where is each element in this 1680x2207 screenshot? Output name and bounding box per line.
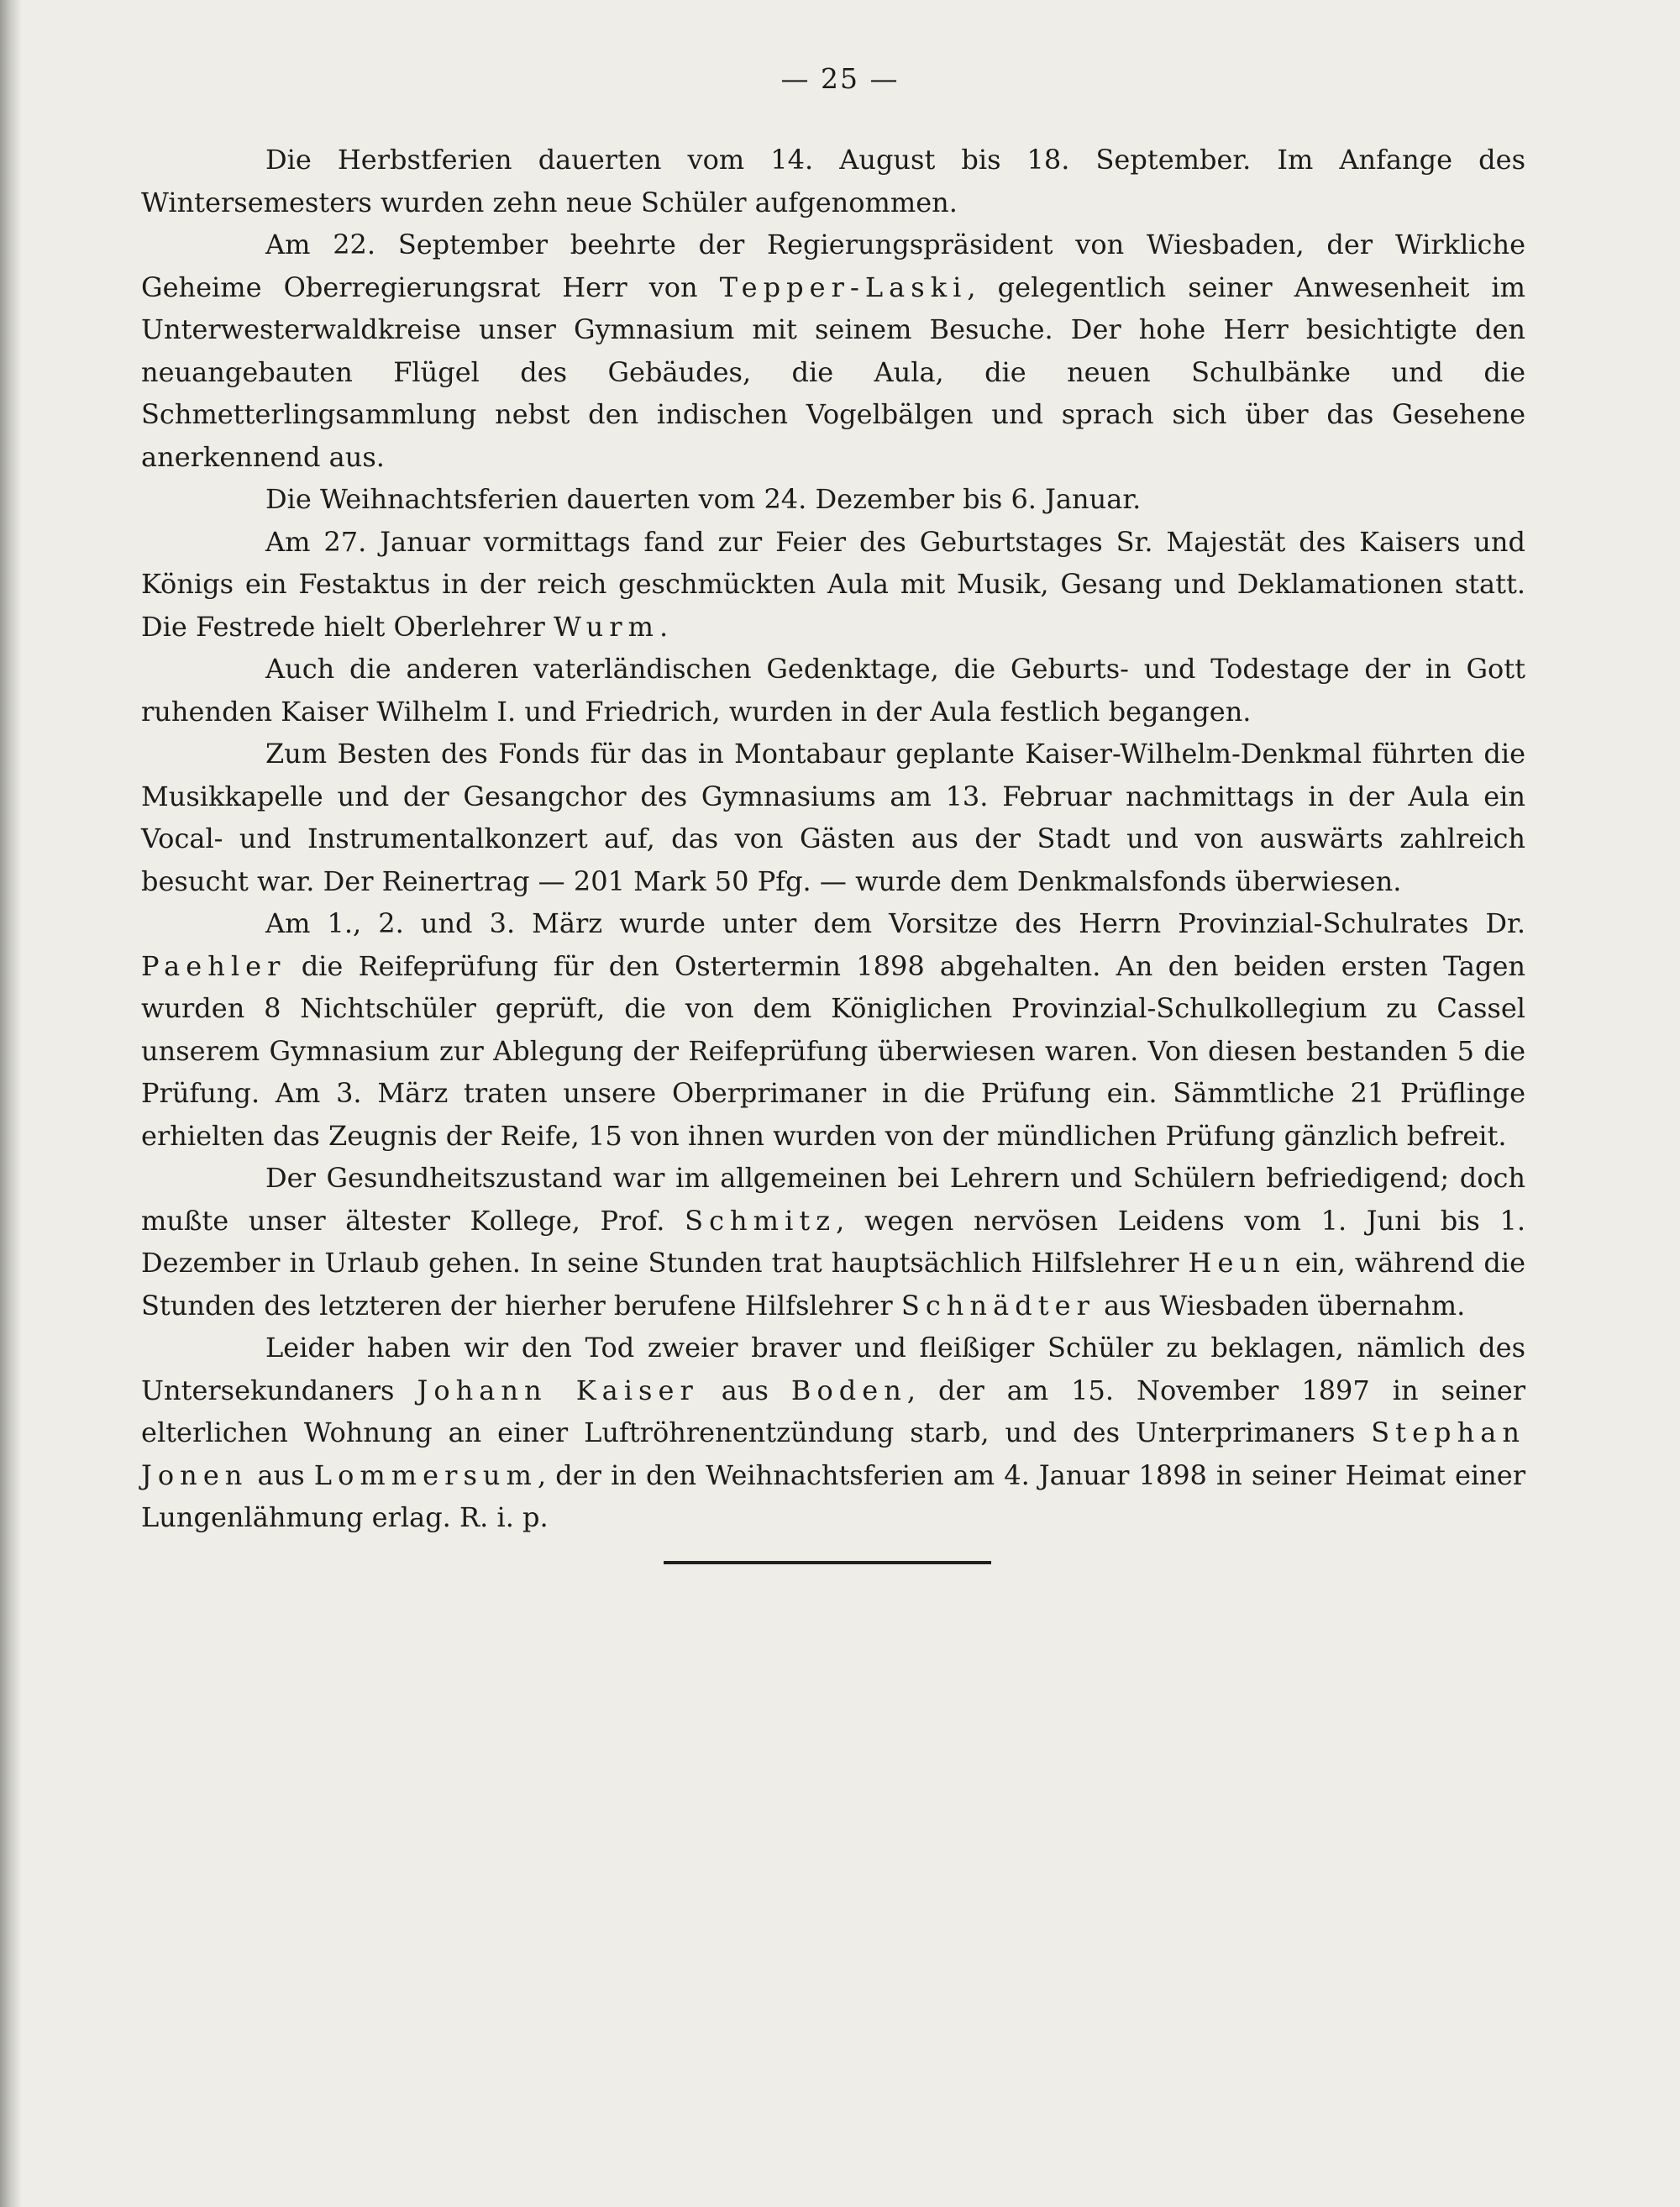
spaced-name: Paehler <box>141 949 286 982</box>
spaced-name: Heun <box>1188 1247 1286 1279</box>
text-run: die Reifeprüfung für den Ostertermin 1898 abgehalten. An den beiden ersten Tagen wurden 8 Nichtschüler geprüft, die von dem Königlichen Provinzial-Schulkollegium zu Cassel unserem Gymnasium zur Ablegung der Reifeprüfung überwiesen waren. Von diesen bestanden 5 die Prüfung. Am 3. März traten unsere Oberprimaner in die Prüfung ein. Sämmtliche 21 Prüflinge erhielten das Zeugnis der Reife, 15 von ihnen wurden von der mündlichen Prüfung gänzlich befreit. <box>141 949 1525 1152</box>
spaced-name: Boden <box>790 1374 907 1406</box>
spaced-name: Tepper-Laski <box>719 271 968 303</box>
text-run: Die Weihnachtsferien dauerten vom 24. Dezember bis 6. Januar. <box>265 483 1142 515</box>
body-text <box>141 139 1525 1539</box>
paragraph <box>141 1327 1525 1539</box>
spaced-name: Stephan Jonen <box>141 1416 1525 1491</box>
text-run: aus Wiesbaden übernahm. <box>1095 1289 1466 1322</box>
text-run: , wegen nervösen Leidens vom 1. Juni bis 1. Dezember in Urlaub gehen. In seine Stunden trat hauptsächlich Hilfslehrer <box>141 1204 1525 1279</box>
paragraph <box>141 902 1525 1157</box>
text-run: , der in den Weihnachtsferien am 4. Januar 1898 in seiner Heimat einer Lungenlähmung erlag. R. i. p. <box>141 1458 1526 1533</box>
text-run: ein, während die Stunden des letzteren der hierher berufene Hilfslehrer <box>141 1247 1526 1322</box>
text-run: aus <box>698 1374 791 1406</box>
spaced-name: Schmitz <box>685 1204 837 1237</box>
text-run: Am 1., 2. und 3. März wurde unter dem Vorsitze des Herrn Provinzial-Schulrates Dr. <box>265 907 1525 939</box>
paragraph <box>141 521 1525 649</box>
text-run: . <box>659 610 669 643</box>
paragraph <box>141 733 1525 902</box>
text-run: Leider haben wir den Tod zweier braver und fleißiger Schüler zu beklagen, nämlich des Untersekundaners <box>141 1332 1525 1406</box>
paragraph <box>141 1157 1525 1327</box>
paragraph <box>141 139 1525 223</box>
page-number: — 25 — <box>780 62 900 95</box>
paragraph <box>141 223 1525 478</box>
paragraph <box>141 648 1525 733</box>
text-run: aus <box>248 1458 314 1491</box>
text-run: Am 22. September beehrte der Regierungspräsident von Wiesbaden, der Wirkliche Geheime Oberregierungsrat Herr von <box>141 229 1525 303</box>
spaced-name: Wurm <box>553 610 659 643</box>
text-run: , der am 15. November 1897 in seiner elterlichen Wohnung an einer Luftröhrenentzündung starb, und des Unterprimaners <box>141 1374 1526 1448</box>
spaced-name: Johann Kaiser <box>417 1374 699 1406</box>
text-run: Auch die anderen vaterländischen Gedenktage, die Geburts- und Todestage der in Gott ruhenden Kaiser Wilhelm I. und Friedrich, wurden in der Aula festlich begangen. <box>141 653 1525 728</box>
text-run: Am 27. Januar vormittags fand zur Feier des Geburtstages Sr. Majestät des Kaisers und Königs ein Festaktus in der reich geschmückten Aula mit Musik, Gesang und Deklamationen statt. Die Festrede hielt Oberlehrer <box>141 525 1525 643</box>
end-rule <box>664 1561 991 1564</box>
text-run: Der Gesundheitszustand war im allgemeinen bei Lehrern und Schülern befriedigend; doch mußte unser ältester Kollege, Prof. <box>141 1162 1525 1237</box>
paragraph <box>141 478 1525 521</box>
text-run: Die Herbstferien dauerten vom 14. August bis 18. September. Im Anfange des Wintersemesters wurden zehn neue Schüler aufgenommen. <box>141 144 1525 218</box>
text-run: Zum Besten des Fonds für das in Montabaur geplante Kaiser-Wilhelm-Denkmal führten die Musikkapelle und der Gesangchor des Gymnasiums am 13. Februar nachmittags in der Aula ein Vocal- und Instrumentalkonzert auf, das von Gästen aus der Stadt und von auswärts zahlreich besucht war. Der Reinertrag — 201 Mark 50 Pfg. — wurde dem Denkmalsfonds überwiesen. <box>141 738 1525 897</box>
page-binding-edge <box>0 0 22 2207</box>
text-run: , gelegentlich seiner Anwesenheit im Unterwesterwaldkreise unser Gymnasium mit seinem Besuche. Der hohe Herr besichtigte den neuangebauten Flügel des Gebäudes, die Aula, die neuen Schulbänke und die Schmetterlingsammlung nebst den indischen Vogelbälgen und sprach sich über das Gesehene anerkennend aus. <box>141 271 1526 473</box>
spaced-name: Lommersum <box>313 1458 538 1491</box>
spaced-name: Schnädter <box>900 1289 1095 1322</box>
